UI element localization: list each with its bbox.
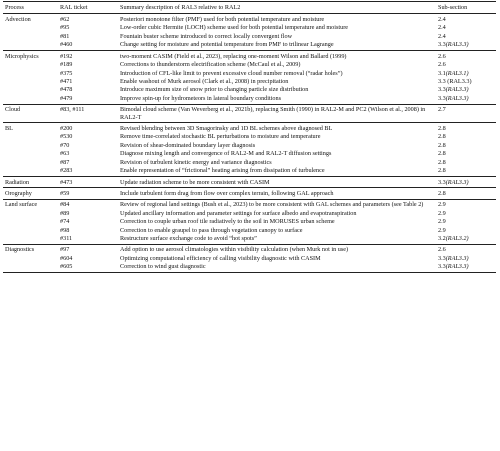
summary-cell: Change setting for moisture and potential temperature from PMF to trilinear Lagrange — [120, 41, 334, 49]
process-cell: Orography — [3, 188, 58, 199]
process-cell: Radiation — [3, 177, 58, 188]
sub-section-note: (RAL3.2) — [445, 235, 469, 243]
header-summary: Summary description of RAL3 relative to RAL2 — [118, 2, 436, 14]
sub-section-number: 3.3 — [438, 254, 446, 262]
summary-cell: Review of regional land settings (Bush et al., 2023) to be more consistent with GAL schemes and parameters (see Table 2) — [118, 199, 436, 209]
sub-section-note: (RAL3.3) — [445, 94, 469, 102]
sub-section-cell — [436, 60, 496, 68]
table-row — [3, 218, 496, 226]
ticket-cell: #605 — [58, 263, 118, 273]
ticket-cell: #97 — [58, 244, 118, 254]
process-cell — [3, 218, 58, 226]
sub-section-cell — [436, 94, 496, 104]
table-row — [3, 188, 496, 199]
sub-section-number: 2.8 — [438, 189, 446, 197]
ticket-cell: #59 — [58, 188, 118, 199]
process-cell — [3, 32, 58, 40]
ticket-cell: #95 — [60, 24, 70, 32]
summary-cell: Bimodal cloud scheme (Van Weverberg et al., 2021b), replacing Smith (1990) in RAL2-M and PC2 (Wilson et al., 2008) in RAL2-T — [118, 104, 436, 123]
table-row — [3, 94, 496, 104]
process-cell: Advection — [3, 14, 58, 24]
ticket-cell: #478 — [60, 86, 73, 94]
header-process: Process — [3, 2, 58, 14]
summary-cell: Correction to wind gust diagnostic — [118, 263, 436, 273]
sub-section-note: (RAL3.3) — [445, 41, 469, 49]
ticket-cell: #460 — [60, 41, 73, 49]
process-cell — [3, 141, 58, 149]
process-cell — [3, 77, 58, 85]
summary-cell: Revision of shear-dominated boundary layer diagnosis — [120, 141, 256, 149]
process-cell — [3, 167, 58, 177]
ticket-cell: #283 — [60, 167, 73, 175]
sub-section-cell — [436, 235, 496, 245]
sub-section-number: 2.8 — [438, 141, 446, 149]
sub-section-cell — [436, 244, 496, 254]
process-cell — [3, 41, 58, 51]
ticket-cell: #530 — [60, 133, 73, 141]
ticket-cell: #89 — [60, 209, 70, 217]
summary-cell: Fountain buster scheme introduced to correct locally convergent flow — [120, 32, 293, 40]
sub-section-cell — [436, 104, 496, 123]
sub-section-note: (RAL3.3) — [445, 86, 469, 94]
sub-section-cell — [436, 263, 496, 273]
sub-section-number: 2.9 — [438, 218, 446, 226]
sub-section-number: 3.3 (RAL3.3) — [438, 78, 472, 85]
sub-section-cell — [436, 123, 496, 133]
table-row — [3, 133, 496, 141]
ticket-cell: #311 — [60, 235, 73, 243]
table-row — [3, 150, 496, 158]
sub-section-number: 3.3 — [438, 178, 446, 186]
sub-section-cell — [436, 41, 496, 51]
table-row — [3, 41, 496, 51]
ticket-cell: #83, #111 — [58, 104, 118, 123]
ticket-cell: #98 — [60, 226, 70, 234]
sub-section-cell — [436, 141, 496, 149]
sub-section-number: 2.8 — [438, 150, 446, 158]
ticket-cell: #375 — [60, 69, 73, 77]
sub-section-number: 2.8 — [438, 133, 446, 141]
summary-cell: Include turbulent form drag from flow over complex terrain, following GAL approach — [118, 188, 436, 199]
summary-cell: Revised blending between 3D Smagorinsky and 1D BL schemes above diagnosed BL — [118, 123, 436, 133]
sub-section-number: 2.7 — [438, 106, 446, 114]
sub-section-cell — [436, 77, 496, 85]
sub-section-number: 2.9 — [438, 201, 446, 209]
table-row — [3, 32, 496, 40]
table-row — [3, 104, 496, 123]
sub-section-cell — [436, 177, 496, 188]
summary-cell: Diagnose mixing length and convergence of RAL2-M and RAL2-T diffusion settings — [120, 150, 332, 158]
sub-section-number: 2.4 — [438, 24, 446, 32]
sub-section-cell — [436, 150, 496, 158]
ral-changes-table — [3, 1, 496, 273]
summary-cell: Update radiation scheme to be more consistent with CASIM — [118, 177, 436, 188]
table-row — [3, 226, 496, 234]
table-row — [3, 123, 496, 133]
summary-cell: Correction to enable graupel to pass through vegetation canopy to surface — [120, 226, 303, 234]
process-cell — [3, 60, 58, 68]
sub-section-note: (RAL3.3) — [445, 263, 469, 271]
table-row — [3, 77, 496, 85]
table-row — [3, 14, 496, 24]
table-row — [3, 235, 496, 245]
sub-section-cell — [436, 69, 496, 77]
summary-cell: Updated ancillary information and parameter settings for surface albedo and evapotranspiration — [120, 209, 357, 217]
table-row — [3, 263, 496, 273]
process-cell — [3, 94, 58, 104]
sub-section-cell — [436, 188, 496, 199]
table-row — [3, 244, 496, 254]
sub-section-cell — [436, 209, 496, 217]
sub-section-number: 3.3 — [438, 86, 446, 94]
summary-cell: Revision of turbulent kinetic energy and variance diagnostics — [120, 158, 272, 166]
sub-section-number: 2.9 — [438, 209, 446, 217]
ticket-cell: #189 — [60, 61, 73, 69]
header-ral-ticket: RAL ticket — [58, 2, 118, 14]
summary-cell: Add option to use aerosol climatologies within visibility calculation (when Murk not in use) — [118, 244, 436, 254]
ticket-cell: #62 — [58, 14, 118, 24]
process-cell: BL — [3, 123, 58, 133]
sub-section-number: 3.3 — [438, 263, 446, 271]
summary-cell: Restructure surface exchange code to avoid “hot spots” — [120, 235, 257, 243]
summary-cell: Introduction of CFL-like limit to prevent excessive cloud number removal (“radar holes”) — [120, 69, 343, 77]
summary-cell: Remove time-correlated stochastic BL perturbations to moisture and temperature — [120, 133, 321, 141]
table-row — [3, 24, 496, 32]
sub-section-cell — [436, 254, 496, 262]
sub-section-number: 3.3 — [438, 94, 446, 102]
ticket-cell: #81 — [60, 32, 70, 40]
process-cell — [3, 24, 58, 32]
sub-section-number: 3.1 — [438, 69, 446, 77]
sub-section-number: 2.4 — [438, 32, 446, 40]
sub-section-cell — [436, 218, 496, 226]
sub-section-cell — [436, 32, 496, 40]
process-cell — [3, 235, 58, 245]
table-row — [3, 69, 496, 77]
sub-section-cell — [436, 86, 496, 94]
sub-section-cell — [436, 14, 496, 24]
ticket-cell: #473 — [58, 177, 118, 188]
sub-section-cell — [436, 51, 496, 61]
process-cell — [3, 226, 58, 234]
summary-cell: Optimizing computational efficiency of calling visibility diagnostic with CASIM — [120, 254, 321, 262]
process-cell — [3, 254, 58, 262]
process-cell — [3, 150, 58, 158]
sub-section-number: 2.6 — [438, 52, 446, 60]
table-row — [3, 209, 496, 217]
sub-section-cell — [436, 24, 496, 32]
table-body — [3, 14, 496, 273]
table-row — [3, 51, 496, 61]
ticket-cell: #192 — [58, 51, 118, 61]
process-cell: Microphysics — [3, 51, 58, 61]
sub-section-note: (RAL3.1) — [445, 69, 469, 77]
table-row — [3, 177, 496, 188]
summary-cell: Low-order cubic Hermite (LOCH) scheme used for both potential temperature and moisture — [120, 24, 349, 32]
sub-section-note: (RAL3.3) — [445, 254, 469, 262]
summary-cell: Enable washout of Murk aerosol (Clark et al., 2008) in precipitation — [120, 78, 289, 85]
sub-section-number: 2.8 — [438, 158, 446, 166]
ticket-cell: #604 — [60, 254, 73, 262]
sub-section-number: 2.8 — [438, 167, 446, 175]
table-row — [3, 86, 496, 94]
sub-section-number: 2.8 — [438, 124, 446, 132]
process-cell: Land surface — [3, 199, 58, 209]
process-cell: Cloud — [3, 104, 58, 123]
summary-cell: Posteriori monotone filter (PMF) used for both potential temperature and moisture — [118, 14, 436, 24]
ticket-cell: #63 — [60, 150, 70, 158]
table-row — [3, 158, 496, 166]
sub-section-number: 3.3 — [438, 41, 446, 49]
process-cell: Diagnostics — [3, 244, 58, 254]
ticket-cell: #84 — [58, 199, 118, 209]
summary-cell: Corrections to thunderstorm electrification scheme (McCaul et al., 2009) — [120, 61, 301, 69]
ticket-cell: #479 — [60, 94, 73, 102]
sub-section-number: 2.9 — [438, 226, 446, 234]
sub-section-number: 3.2 — [438, 235, 446, 243]
table-row — [3, 141, 496, 149]
table-row — [3, 167, 496, 177]
sub-section-cell — [436, 133, 496, 141]
sub-section-cell — [436, 226, 496, 234]
sub-section-cell — [436, 199, 496, 209]
sub-section-note: (RAL3.3) — [445, 178, 469, 186]
sub-section-cell — [436, 167, 496, 177]
table-row — [3, 60, 496, 68]
ticket-cell: #87 — [60, 158, 70, 166]
ticket-cell: #200 — [58, 123, 118, 133]
sub-section-number: 2.4 — [438, 15, 446, 23]
sub-section-number: 2.6 — [438, 246, 446, 254]
process-cell — [3, 209, 58, 217]
process-cell — [3, 158, 58, 166]
summary-cell: Enable representation of “frictional” heating arising from dissipation of turbulence — [120, 167, 325, 175]
table-header-row — [3, 2, 496, 14]
table-row — [3, 199, 496, 209]
summary-cell: two-moment CASIM (Field et al., 2023), replacing one-moment Wilson and Ballard (1999) — [118, 51, 436, 61]
header-sub-section: Sub-section — [436, 2, 496, 14]
process-cell — [3, 263, 58, 273]
process-cell — [3, 86, 58, 94]
summary-cell: Improve spin-up for hydrometeors in lateral boundary conditions — [120, 94, 282, 102]
ticket-cell: #70 — [60, 141, 70, 149]
summary-cell: Introduce maximum size of snow prior to changing particle size distribution — [120, 86, 309, 94]
sub-section-cell — [436, 158, 496, 166]
sub-section-number: 2.6 — [438, 61, 446, 69]
table-row — [3, 254, 496, 262]
process-cell — [3, 133, 58, 141]
ticket-cell: #74 — [60, 218, 70, 226]
summary-cell: Correction to couple urban roof tile radiatively to the soil in MORUSES urban scheme — [120, 218, 335, 226]
process-cell — [3, 69, 58, 77]
ticket-cell: #471 — [60, 78, 73, 85]
